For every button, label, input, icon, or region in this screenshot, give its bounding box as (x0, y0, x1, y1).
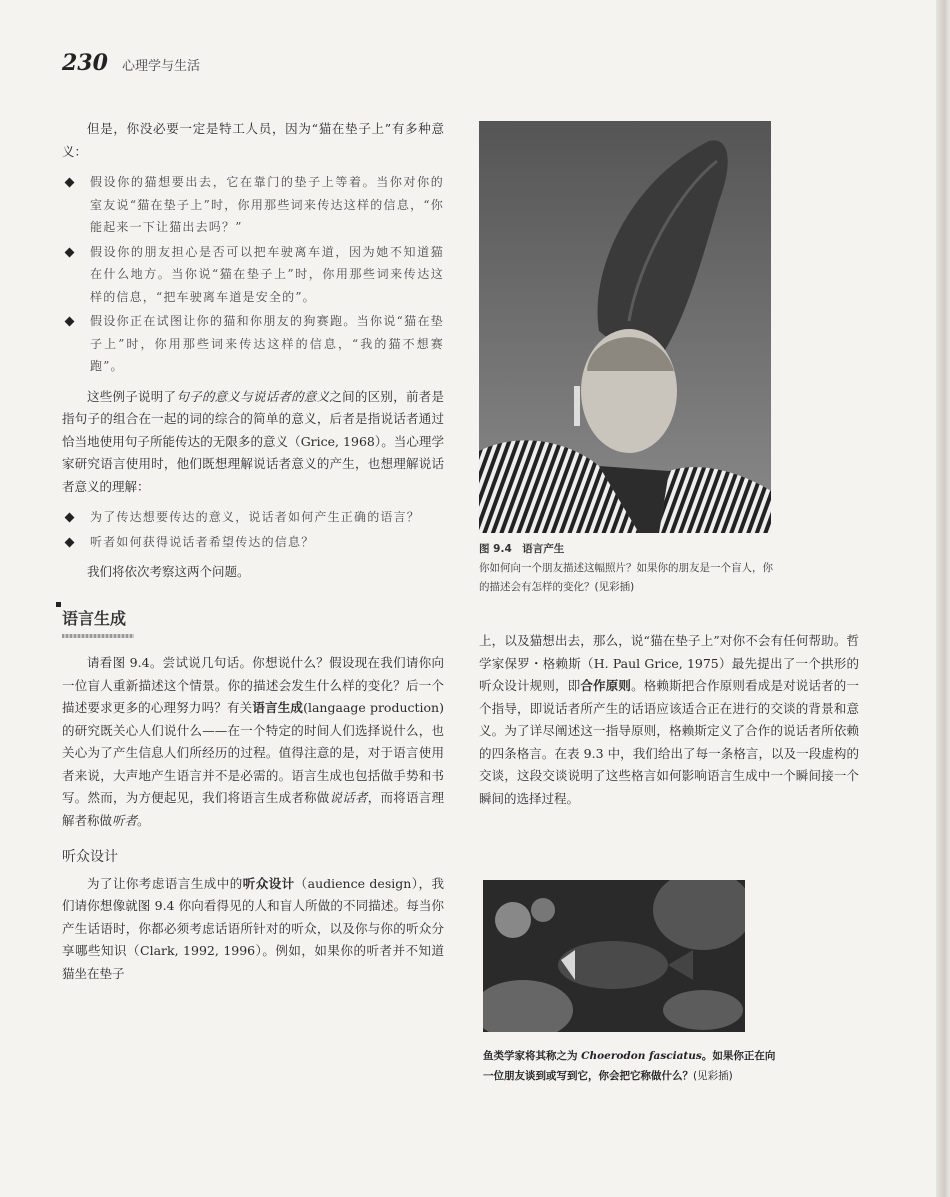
section-rule (62, 634, 134, 638)
list-item: 听者如何获得说话者希望传达的信息？ (62, 531, 444, 554)
bullet-diamond-icon (65, 317, 75, 327)
paragraph: 这些例子说明了句子的意义与说话者的意义之间的区别，前者是指句子的组合在一起的词的综合的简单的意义，后者是指说话者通过恰当地使用句子所能传达的无限多的意义（Grice, 1968）。当心理学家研究语言使用时，他们既想理解说话者意义的产生，也想理解说话者意义的理解： (62, 388, 444, 494)
running-title: 心理学与生活 (121, 59, 200, 74)
caption-text: 你如何向一个朋友描述这幅照片？如果你的朋友是一个盲人，你的描述会有怎样的变化？(见彩插) (479, 562, 773, 593)
list-item: 假设你正在试图让你的猫和你朋友的狗赛跑。当你说“猫在垫子上”时，你用那些词来传达这样的信息，“我的猫不想赛跑”。 (62, 310, 444, 378)
paragraph: 但是，你没必要一定是特工人员，因为“猫在垫子上”有多种意义： (62, 121, 444, 159)
fish-photo (483, 880, 745, 1032)
bullet-list (62, 506, 444, 553)
list-item: 为了传达想要传达的意义，说话者如何产生正确的语言？ (62, 506, 444, 529)
page-edge (936, 0, 950, 1197)
subsection-title: 听众设计 (62, 849, 118, 865)
paragraph: 为了让你考虑语言生成中的听众设计（audience design），我们请你想像就图 9.4 你向看得见的人和盲人所做的不同描述。每当你产生话语时，你都必须考虑话语所针对的听众，以及你与你的听众分享哪些知识（Clark, 1992, 1996）。例如，如果你的听者并不知道猫坐在垫子 (62, 875, 444, 981)
paragraph: 请看图 9.4。尝试说几句话。你想说什么？假设现在我们请你向一位盲人重新描述这个情景。你的描述会发生什么样的变化？后一个描述要求更多的心理努力吗？有关语言生成(langaage production) 的研究既关心人们说什么——在一个特定的时间人们选择说什么，也关心为了产生信息人们所经历的过程。值得注意的是，对于语言使用者来说，大声地产生语言并不是必需的。语言生成也包括做手势和书写。然而，为方便起见，我们将语言生成者称做说话者，而将语言理解者称做听者。 (62, 655, 444, 828)
bullet-diamond-icon (65, 247, 75, 257)
right-column (479, 630, 859, 810)
fish-photo-caption: 鱼类学家将其称之为 Choerodon fasciatus。如果你正在向一位朋友谈到或写到它，你会把它称做什么？(见彩插) (483, 1050, 776, 1082)
section-heading (62, 608, 444, 639)
paragraph: 上，以及猫想出去，那么，说“猫在垫子上”对你不会有任何帮助。哲学家保罗・格赖斯（H. Paul Grice, 1975）最先提出了一个拱形的听众设计规则，即合作原则。格赖斯把合作原则看成是对说话者的一个指导，即说话者所产生的话语应该适合正在进行的交谈的背景和意义。为了详尽阐述这一指导原则，格赖斯定义了合作的说话者所依赖的四条格言。在表 9.3 中，我们给出了每一条格言，以及一段虚构的交谈，这段交谈说明了这些格言如何影响语言生成中一个瞬间接一个瞬间的选择过程。 (479, 633, 859, 806)
mohawk-portrait-image (479, 121, 771, 533)
list-item: 假设你的猫想要出去，它在靠门的垫子上等着。当你对你的室友说“猫在垫子上”时，你用那些词来传达这样的信息，“你能起来一下让猫出去吗？” (62, 171, 444, 239)
figure-9-4-caption (479, 540, 779, 597)
section-marker-icon (56, 602, 61, 607)
list-item: 假设你的朋友担心是否可以把车驶离车道，因为她不知道猫在什么地方。当你说“猫在垫子上”时，你用那些词来传达这样的信息，“把车驶离车道是安全的”。 (62, 241, 444, 309)
bullet-list (62, 171, 444, 378)
paragraph: 我们将依次考察这两个问题。 (87, 564, 250, 579)
bullet-diamond-icon (65, 537, 75, 547)
bullet-diamond-icon (65, 513, 75, 523)
page-header (62, 50, 200, 76)
page-number: 230 (62, 50, 108, 76)
figure-label: 图 9.4 语言产生 (479, 543, 565, 555)
section-title: 语言生成 (62, 608, 127, 628)
figure-9-4-photo (479, 121, 771, 533)
bullet-diamond-icon (65, 178, 75, 188)
left-column (62, 118, 444, 985)
fish-image (483, 880, 745, 1032)
